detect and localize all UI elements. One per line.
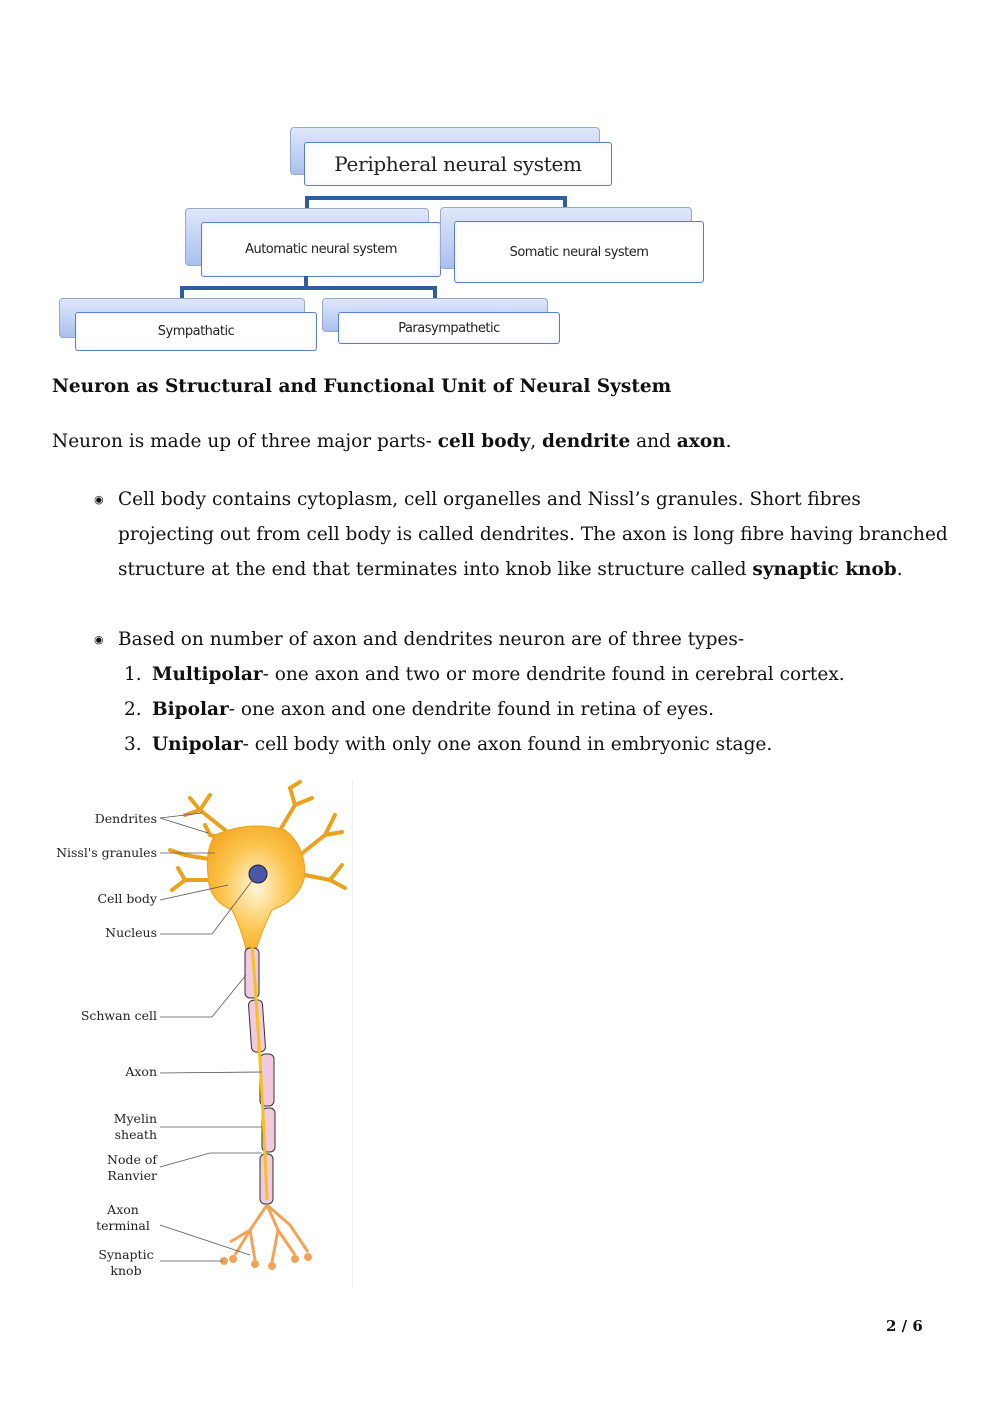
label-node: Ranvier (107, 1168, 157, 1183)
text: . (725, 431, 732, 452)
bold-term: axon (676, 431, 726, 452)
synaptic-knob (220, 1253, 312, 1270)
org-somatic: Somatic neural system (454, 221, 704, 283)
label-nissl: Nissl's granules (56, 845, 157, 860)
type-desc: - cell body with only one axon found in embryonic stage. (242, 734, 773, 755)
bold-term: dendrite (542, 431, 631, 452)
list-item (124, 727, 772, 762)
list-item (124, 692, 714, 727)
nucleus (249, 865, 267, 883)
bold-term: cell body (437, 431, 531, 452)
list-number: 2. (124, 699, 142, 720)
label-knob: knob (110, 1263, 142, 1278)
neuron-figure (50, 780, 353, 1288)
label-cell-body: Cell body (97, 891, 157, 906)
label-myelin: Myelin (113, 1111, 157, 1126)
text: Cell body contains cytoplasm, cell organelles and Nissl’s granules. Short fibres projecting out from cell body is called dendrites. The axon is long fibre having branched structure at the end that terminates into knob like structure called (118, 489, 948, 580)
list-number: 1. (124, 664, 142, 685)
type-name: Multipolar (152, 664, 263, 685)
bullet-item (94, 622, 948, 657)
connector (305, 196, 567, 200)
bullet-item (94, 482, 948, 587)
org-sympathetic: Sympathatic (75, 312, 317, 351)
org-chart (0, 0, 992, 360)
text: Neuron is made up of three major parts- (52, 431, 438, 452)
type-name: Unipolar (152, 734, 243, 755)
text: , (530, 431, 543, 452)
label-dendrites: Dendrites (94, 811, 157, 826)
type-name: Bipolar (152, 699, 229, 720)
intro-paragraph (52, 431, 732, 452)
text: . (896, 559, 903, 580)
org-root: Peripheral neural system (304, 142, 612, 186)
axon-terminal (230, 1205, 308, 1262)
bullet-icon: ◉ (94, 633, 104, 646)
section-heading: Neuron as Structural and Functional Unit of Neural System (52, 376, 672, 397)
text: and (630, 431, 677, 452)
cell-body (207, 826, 305, 950)
type-desc: - one axon and one dendrite found in retina of eyes. (228, 699, 715, 720)
connector (180, 286, 184, 298)
bold-term: synaptic knob (752, 559, 897, 580)
page-number: 2 / 6 (886, 1317, 923, 1335)
text: Based on number of axon and dendrites neuron are of three types- (118, 629, 745, 650)
label-terminal: Axon (107, 1202, 139, 1217)
list-item (124, 657, 845, 692)
label-nucleus: Nucleus (105, 925, 157, 940)
bullet-icon: ◉ (94, 493, 104, 506)
connector (304, 276, 308, 288)
label-terminal: terminal (96, 1218, 150, 1233)
label-node: Node of (107, 1152, 157, 1167)
connector (433, 286, 437, 298)
label-axon: Axon (125, 1064, 157, 1079)
org-parasympathetic: Parasympathetic (338, 312, 560, 344)
label-myelin: sheath (114, 1127, 157, 1142)
org-autonomic: Automatic neural system (201, 222, 441, 277)
connector (180, 286, 437, 290)
label-knob: Synaptic (98, 1247, 154, 1262)
label-schwan: Schwan cell (80, 1008, 157, 1023)
list-number: 3. (124, 734, 142, 755)
type-desc: - one axon and two or more dendrite found in cerebral cortex. (262, 664, 845, 685)
